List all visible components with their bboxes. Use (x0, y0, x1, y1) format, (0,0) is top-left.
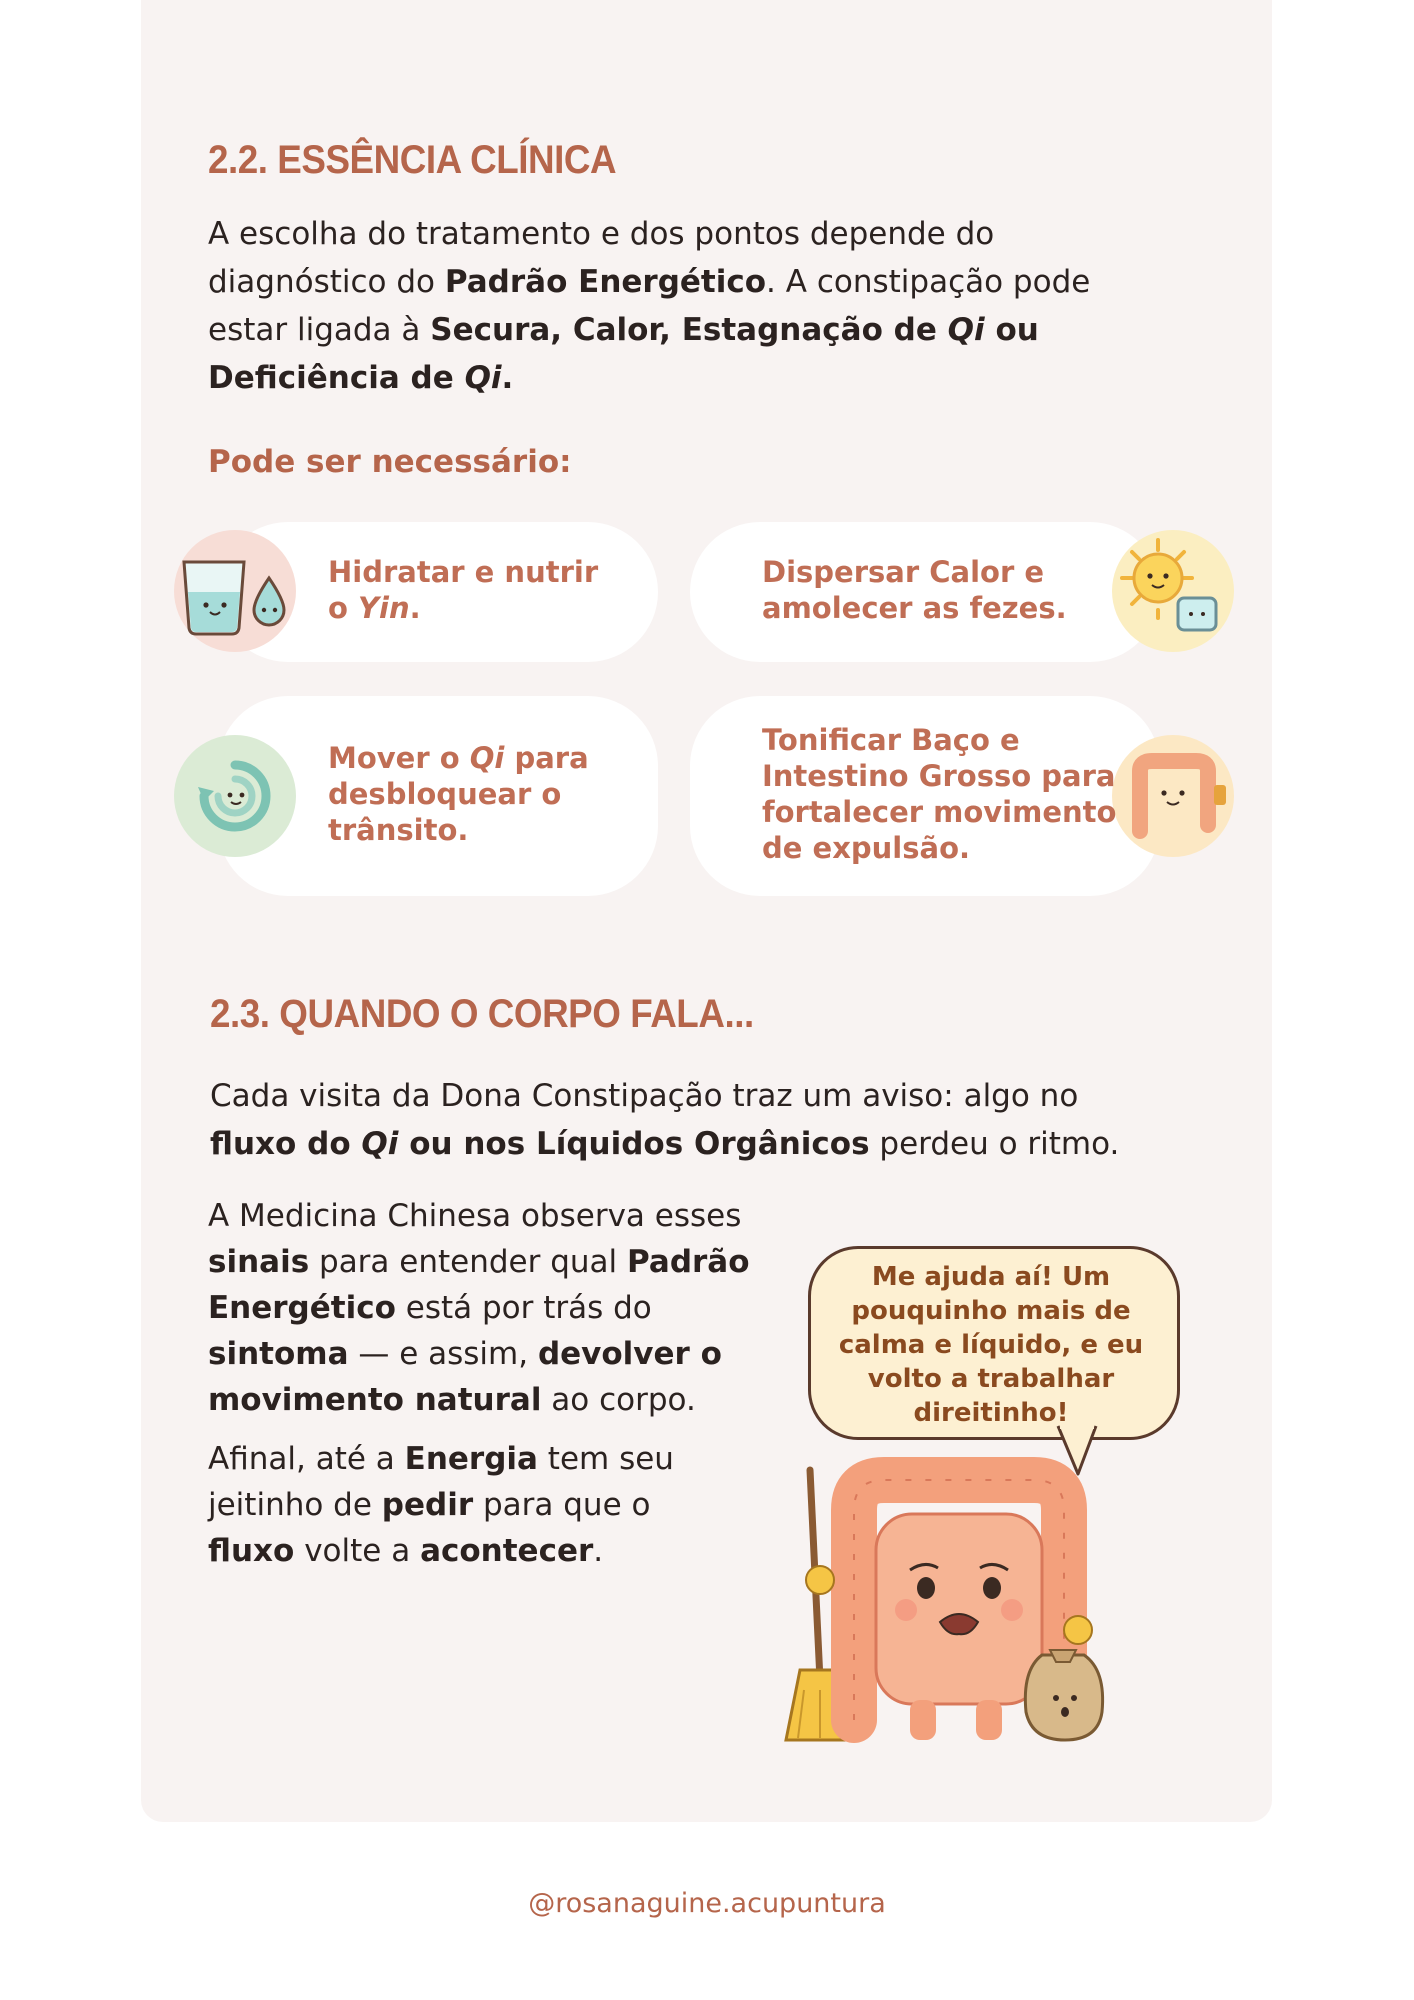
subtitle-pode-ser: Pode ser necessário: (208, 444, 572, 480)
card-hidratar-text: Hidratar e nutrir o Yin. (328, 555, 599, 625)
sun-ice-icon (1112, 530, 1234, 652)
card-dispersar-text: Dispersar Calor e amolecer as fezes. (762, 555, 1067, 625)
medicina-paragraph: A Medicina Chinesa observa esses sinais para entender qual Padrão Energético está por trás do sintoma — e assim, devolver o movimento natural ao corpo. (208, 1198, 750, 1418)
intestine-character-illustration (780, 1450, 1120, 1750)
footer-handle: @rosanaguine.acupuntura (528, 1888, 886, 1919)
section-title-corpo-fala: 2.3. QUANDO O CORPO FALA... (210, 992, 754, 1036)
intestine-strong-icon (1112, 735, 1234, 857)
water-glass-icon (174, 530, 296, 652)
speech-bubble-text: Me ajuda aí! Um pouquinho mais de calma e líquido, e eu volto a trabalhar direitinho! (838, 1262, 1144, 1428)
section-title-essencia: 2.2. ESSÊNCIA CLÍNICA (208, 138, 617, 182)
energia-paragraph: Afinal, até a Energia tem seu jeitinho de pedir para que o fluxo volte a acontecer. (208, 1441, 674, 1569)
card-tonificar-text: Tonificar Baço e Intestino Grosso para fortalecer movimento de expulsão. (762, 723, 1117, 865)
qi-spiral-icon (174, 735, 296, 857)
card-mover-qi-text: Mover o Qi para desbloquear o trânsito. (328, 741, 589, 847)
corpo-fala-intro: Cada visita da Dona Constipação traz um aviso: algo no fluxo do Qi ou nos Líquidos Orgânicos perdeu o ritmo. (210, 1078, 1120, 1162)
essencia-paragraph: A escolha do tratamento e dos pontos depende do diagnóstico do Padrão Energético. A constipação pode estar ligada à Secura, Calor, Estagnação de Qi ou Deficiência de Qi. (208, 216, 1091, 396)
